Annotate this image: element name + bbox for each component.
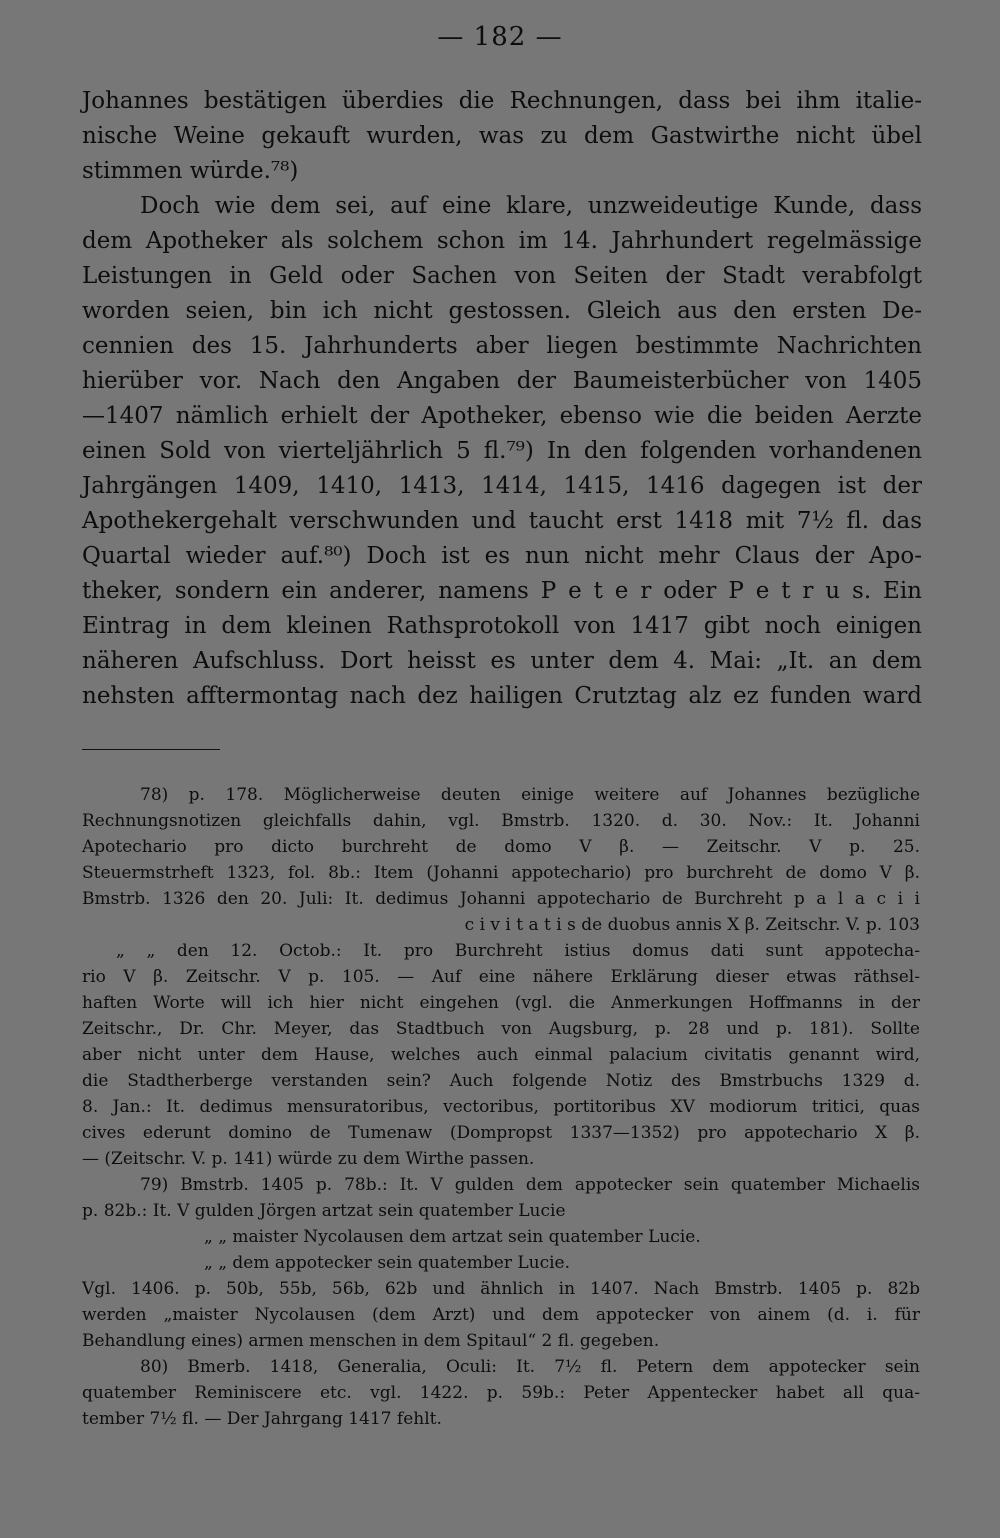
footnote-line: — (Zeitschr. V. p. 141) würde zu dem Wirthe passen. — [82, 1149, 535, 1169]
text-line: hierüber vor. Nach den Angaben der Baumeisterbücher von 1405 — [82, 368, 922, 394]
footnotes — [82, 782, 920, 1432]
footnote-line: die Stadtherberge verstanden sein? Auch folgende Notiz des Bmstrbuchs 1329 d. — [82, 1071, 920, 1091]
footnote-line: Apotechario pro dicto burchreht de domo V β. — Zeitschr. V p. 25. — [82, 837, 920, 857]
footnote-line: aber nicht unter dem Hause, welches auch einmal palacium civitatis genannt wird, — [82, 1045, 920, 1065]
text-line: Quartal wieder auf.⁸⁰) Doch ist es nun nicht mehr Claus der Apo- — [82, 543, 922, 569]
text-line: stimmen würde.⁷⁸) — [82, 158, 299, 184]
footnote-line: rio V β. Zeitschr. V p. 105. — Auf eine nähere Erklärung dieser etwas räthsel- — [82, 967, 920, 987]
footnote-line: haften Worte will ich hier nicht eingehen (vgl. die Anmerkungen Hoffmanns in der — [82, 993, 920, 1013]
text-line: —1407 nämlich erhielt der Apotheker, ebenso wie die beiden Aerzte — [82, 403, 922, 429]
footnote-line: „ „ maister Nycolausen dem artzat sein quatember Lucie. — [204, 1227, 701, 1247]
text-line: dem Apotheker als solchem schon im 14. Jahrhundert regelmässige — [82, 228, 922, 254]
text-line: nehsten afftermontag nach dez hailigen Crutztag alz ez funden ward — [82, 683, 922, 709]
footnote-line: Rechnungsnotizen gleichfalls dahin, vgl. Bmstrb. 1320. d. 30. Nov.: It. Johanni — [82, 811, 920, 831]
main-text — [82, 84, 922, 714]
text-line: worden seien, bin ich nicht gestossen. Gleich aus den ersten De- — [82, 298, 922, 324]
footnote-line: 8. Jan.: It. dedimus mensuratoribus, vectoribus, portitoribus XV modiorum tritici, quas — [82, 1097, 920, 1117]
footnote-line: Bmstrb. 1326 den 20. Juli: It. dedimus Johanni appotechario de Burchreht p a l a c i i — [82, 889, 920, 909]
text-line: cennien des 15. Jahrhunderts aber liegen bestimmte Nachrichten — [82, 333, 922, 359]
text-line: Johannes bestätigen überdies die Rechnungen, dass bei ihm italie- — [82, 88, 922, 114]
text-line: Doch wie dem sei, auf eine klare, unzweideutige Kunde, dass — [140, 193, 922, 219]
footnote-line: werden „maister Nycolausen (dem Arzt) und dem appotecker von ainem (d. i. für — [82, 1305, 920, 1325]
footnote-line: c i v i t a t i s de duobus annis X β. Zeitschr. V. p. 103 — [464, 915, 920, 935]
footnote-line: Steuermstrheft 1323, fol. 8b.: Item (Johanni appotechario) pro burchreht de domo V β. — [82, 863, 920, 883]
footnote-line: p. 82b.: It. V gulden Jörgen artzat sein quatember Lucie — [82, 1201, 566, 1221]
footnote-line: 80) Bmerb. 1418, Generalia, Oculi: It. 7½ fl. Petern dem appotecker sein — [140, 1357, 920, 1377]
footnote-line: 78) p. 178. Möglicherweise deuten einige weitere auf Johannes bezügliche — [140, 785, 920, 805]
text-line: theker, sondern ein anderer, namens P e t e r oder P e t r u s. Ein — [82, 578, 922, 604]
text-line: Apothekergehalt verschwunden und taucht erst 1418 mit 7½ fl. das — [82, 508, 922, 534]
text-line: Leistungen in Geld oder Sachen von Seiten der Stadt verabfolgt — [82, 263, 922, 289]
footnote-line: quatember Reminiscere etc. vgl. 1422. p. 59b.: Peter Appentecker habet all qua- — [82, 1383, 920, 1403]
text-line: nische Weine gekauft wurden, was zu dem Gastwirthe nicht übel — [82, 123, 922, 149]
footnote-line: Zeitschr., Dr. Chr. Meyer, das Stadtbuch von Augsburg, p. 28 und p. 181). Sollte — [82, 1019, 920, 1039]
text-line: Jahrgängen 1409, 1410, 1413, 1414, 1415, 1416 dagegen ist der — [82, 473, 922, 499]
footnote-divider — [82, 749, 220, 750]
text-line: einen Sold von vierteljährlich 5 fl.⁷⁹) In den folgenden vorhandenen — [82, 438, 922, 464]
page-number: — 182 — — [437, 22, 563, 52]
footnote-line: cives ederunt domino de Tumenaw (Dompropst 1337—1352) pro appotechario X β. — [82, 1123, 920, 1143]
text-line: näheren Aufschluss. Dort heisst es unter dem 4. Mai: „It. an dem — [82, 648, 922, 674]
footnote-line: 79) Bmstrb. 1405 p. 78b.: It. V gulden dem appotecker sein quatember Michaelis — [140, 1175, 920, 1195]
footnote-line: „ „ dem appotecker sein quatember Lucie. — [204, 1253, 571, 1273]
footnote-line: Vgl. 1406. p. 50b, 55b, 56b, 62b und ähnlich in 1407. Nach Bmstrb. 1405 p. 82b — [82, 1279, 920, 1299]
footnote-line: tember 7½ fl. — Der Jahrgang 1417 fehlt. — [82, 1409, 442, 1429]
footnote-line: „ „ den 12. Octob.: It. pro Burchreht istius domus dati sunt appotecha- — [116, 941, 920, 961]
footnote-line: Behandlung eines) armen menschen in dem Spitaul“ 2 fl. gegeben. — [82, 1331, 660, 1351]
text-line: Eintrag in dem kleinen Rathsprotokoll von 1417 gibt noch einigen — [82, 613, 922, 639]
